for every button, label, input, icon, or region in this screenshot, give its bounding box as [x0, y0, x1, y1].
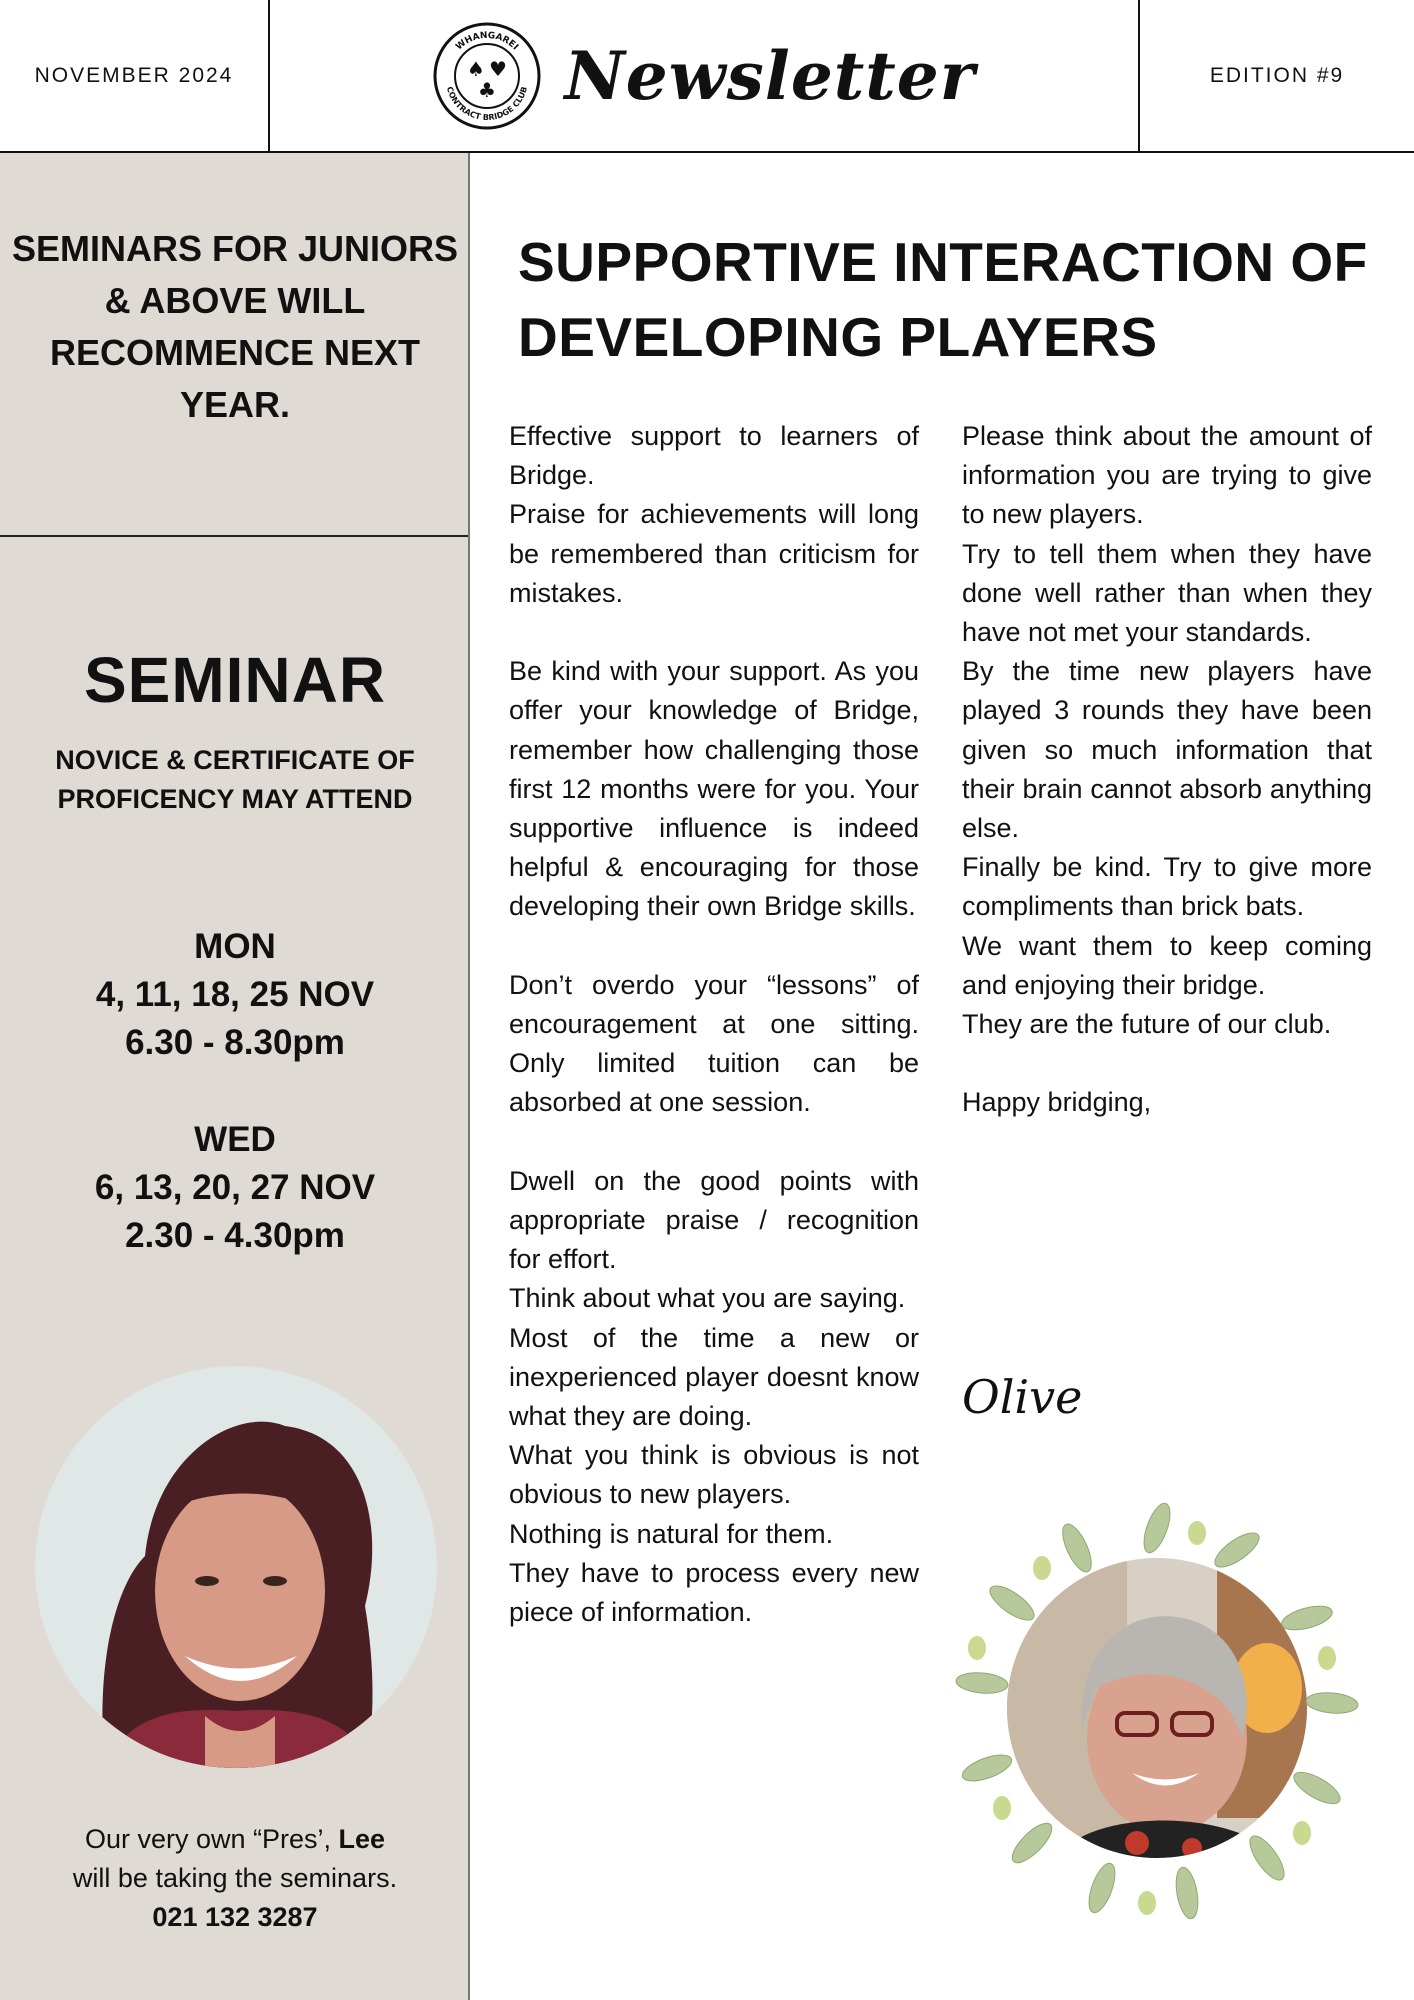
paragraph: Dwell on the good points with appropriate praise / recognition for effort. — [509, 1165, 919, 1275]
paragraph: Please think about the amount of information you are trying to give to new players. — [962, 421, 1372, 530]
paragraph: Most of the time a new or inexperienced player doesnt know what they are doing. — [509, 1322, 919, 1432]
club-logo — [432, 21, 542, 131]
sidebar — [0, 153, 470, 2000]
schedule-day: MON — [194, 927, 276, 966]
schedule-monday — [0, 923, 470, 1067]
announcement-box — [0, 153, 468, 537]
author-signature: Olive — [962, 1370, 1083, 1424]
svg-text:♥: ♥ — [489, 56, 508, 81]
schedule-dates: 4, 11, 18, 25 NOV — [95, 975, 375, 1014]
paragraph: We want them to keep coming and enjoying their bridge. — [962, 930, 1372, 1000]
newsletter-title: Newsletter — [564, 36, 976, 115]
svg-text:CONTRACT BRIDGE CLUB: CONTRACT BRIDGE CLUB — [445, 85, 530, 122]
issue-date: NOVEMBER 2024 — [0, 0, 270, 151]
paragraph: They have to process every new piece of information. — [509, 1557, 919, 1628]
presenter-photo — [35, 1366, 437, 1768]
svg-text:WHANGAREI: WHANGAREI — [454, 30, 521, 52]
paragraph: Don’t overdo your “lessons” of encouragement at one sitting. Only limited tuition can be absorbed at one session. — [509, 969, 919, 1118]
schedule-time: 6.30 - 8.30pm — [125, 1023, 345, 1062]
schedule-wednesday — [0, 1116, 470, 1260]
article-column-left — [509, 417, 919, 1632]
masthead — [272, 0, 1136, 151]
schedule-time: 2.30 - 4.30pm — [125, 1216, 345, 1255]
caption-line: will be taking the seminars. — [72, 1863, 398, 1893]
caption-prefix: Our very own “Pres’, — [84, 1824, 339, 1854]
paragraph: Think about what you are saying. — [509, 1283, 906, 1314]
seminar-heading: SEMINAR — [83, 644, 387, 716]
paragraph: By the time new players have played 3 rounds they have been given so much information that their brain cannot absorb anything else. — [962, 656, 1372, 844]
seminar-announcement: SEMINARS FOR JUNIORS & ABOVE WILL RECOMMENCE NEXT YEAR. — [11, 228, 459, 425]
schedule-dates: 6, 13, 20, 27 NOV — [94, 1168, 376, 1207]
edition-number: EDITION #9 — [1138, 0, 1414, 151]
svg-text:♣: ♣ — [478, 77, 497, 102]
article-title: SUPPORTIVE INTERACTION OF DEVELOPING PLAYERS — [518, 231, 1368, 368]
newsletter-header — [0, 0, 1414, 153]
schedule-day: WED — [194, 1120, 276, 1159]
contact-phone: 021 132 3287 — [152, 1902, 318, 1932]
sign-off: Happy bridging, — [962, 1087, 1152, 1118]
paragraph: Finally be kind. Try to give more compliments than brick bats. — [962, 852, 1372, 922]
paragraph: Nothing is natural for them. — [509, 1518, 834, 1549]
paragraph: Effective support to learners of Bridge. — [509, 421, 919, 491]
paragraph: Praise for achievements will long be remembered than criticism for mistakes. — [509, 499, 919, 608]
presenter-caption — [10, 1820, 460, 1937]
seminar-eligibility: NOVICE & CERTIFICATE OF PROFICENCY MAY ATTEND — [55, 745, 415, 814]
article-column-right — [962, 417, 1372, 1123]
svg-text:♠: ♠ — [467, 56, 486, 81]
paragraph: Try to tell them when they have done well rather than when they have not met your standards. — [962, 538, 1372, 648]
author-photo-wreath — [937, 1488, 1377, 1928]
presenter-name: Lee — [338, 1824, 386, 1854]
paragraph: What you think is obvious is not obvious to new players. — [509, 1440, 919, 1510]
paragraph: Be kind with your support. As you offer your knowledge of Bridge, remember how challenging those first 12 months were for you. Your supportive influence is indeed helpful & encouraging for those developing their own Bridge skills. — [509, 656, 919, 922]
paragraph: They are the future of our club. — [962, 1009, 1332, 1040]
